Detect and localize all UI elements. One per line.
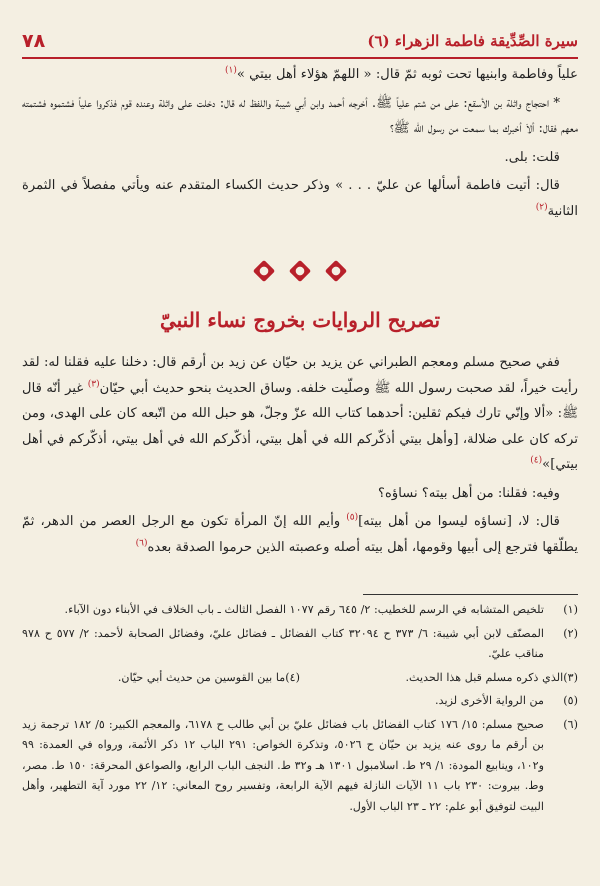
- body-text-bottom: [22, 350, 578, 563]
- ornament-icon: [325, 260, 347, 282]
- paragraph-text: قال: أتيت فاطمة أسألها عن عليّ . . . » وذكر حديث الكساء المتقدم عنه ويأتي مفصلاً في الثمرة الثانية: [22, 178, 578, 219]
- section-divider: [0, 260, 600, 286]
- footnotes: [22, 600, 578, 820]
- footnote: [22, 600, 578, 621]
- paragraph-text: غير أنّه قال ﷺ: «ألا وإنّي تارك فيكم ثقلين: أحدهما كتاب الله عزّ وجلّ، هو حبل الله من اتّبعه كان على الهدى، ومن تركه كان على ضلالة، [وأهل بيتي أذكّركم الله في أهل بيتي، أذكّركم الله في أهل بيتي، أذكّركم في أهل بيتي]»: [22, 380, 578, 472]
- footnote: [22, 668, 300, 689]
- footnote-number: (٢): [563, 626, 578, 640]
- footnote-text: تلخيص المتشابه في الرسم للخطيب: ٢/ ٦٤٥ رقم ١٠٧٧ الفصل الثالث ـ باب الخلاف في الأبناء دون الآباء.: [64, 603, 544, 616]
- paragraph: [22, 91, 578, 142]
- footnote-pair: [22, 668, 578, 689]
- footnote-number: (٥): [563, 694, 578, 707]
- footnote: [22, 691, 578, 712]
- paragraph-text: قلت: بلى.: [504, 149, 560, 165]
- ornament-icon: [253, 260, 275, 282]
- footnote-text: الذي ذكره مسلم قبل هذا الحديث.: [405, 670, 564, 684]
- footnote-number: (١): [563, 603, 578, 616]
- footnote-rule: [363, 594, 578, 595]
- running-title: سيرة الصِّدِّيقة فاطمة الزهراء (٦): [367, 32, 578, 50]
- paragraph-text: * احتجاج واثلة بن الأسقع: على من شتم علياً ﷺ. أخرجه أحمد وابن أبي شيبة واللفظ له قال: دخلت على واثلة وعنده قوم فذكروا علياً فشتموه فشتمته معهم فقال: ألاَ أخبرك بما سمعت من رسول الله ﷺ؟: [22, 95, 578, 136]
- footnote-text: ما بين القوسين من حديث أبي حيّان.: [117, 670, 286, 684]
- paragraph: [22, 62, 578, 88]
- paragraph: [22, 145, 578, 171]
- footnote: [22, 715, 578, 818]
- paragraph-text: علياً وفاطمة وابنيها تحت ثوبه ثمّ قال: « اللهمّ هؤلاء أهل بيتي »: [236, 67, 578, 82]
- footnote-number: (٦): [563, 717, 578, 731]
- footnote: [300, 668, 578, 689]
- header-rule: [22, 57, 578, 59]
- footnote-text: من الرواية الأخرى لزيد.: [435, 694, 544, 707]
- footnote-ref: (٥): [346, 512, 359, 523]
- paragraph: [22, 509, 578, 560]
- paragraph-text: وفيه: فقلنا: من أهل بيته؟ نساؤه؟: [377, 485, 560, 501]
- footnote-ref: (٤): [530, 455, 543, 466]
- footnote: [22, 624, 578, 665]
- footnote-text: المصنّف لابن أبي شيبة: ٦/ ٣٧٣ ح ٣٢٠٩٤ كتاب الفضائل ـ فضائل عليّ، وفضائل الصحابة لأحمد: ٢/ ٥٧٧ ح ٩٧٨ مناقب عليّ.: [22, 626, 544, 660]
- body-text-top: [22, 62, 578, 227]
- footnote-number: (٣): [563, 670, 578, 684]
- paragraph: [22, 481, 578, 507]
- section-heading: تصريح الروايات بخروج نساء النبيّ: [159, 308, 441, 332]
- paragraph-text: ففي صحيح مسلم ومعجم الطبراني عن يزيد بن حيّان عن زيد بن أرقم قال: دخلنا عليه فقلنا له: لقد رأيت خيراً، لقد صحبت رسول الله ﷺ وصلّيت خلفه. وساق الحديث بنحو حديث أبي حيّان: [22, 355, 578, 396]
- ornament-icon: [289, 260, 311, 282]
- paragraph-text: قال: لا، [نساؤه ليسوا من أهل بيته]: [358, 514, 560, 529]
- paragraph: [22, 350, 578, 478]
- footnote-ref: (٣): [87, 379, 100, 390]
- paragraph-text: وأيم الله إنّ المرأة تكون مع الرجل العصر من الدهر، ثمّ يطلّقها فترجع إلى أبيها وقومها، أهل بيته أصله وعصبته الذين حرموا الصدقة بعده: [22, 514, 578, 555]
- page-header: [22, 28, 578, 54]
- footnote-ref: (١): [225, 65, 237, 76]
- footnote-ref: (٢): [535, 202, 548, 213]
- paragraph: [22, 173, 578, 224]
- footnote-ref: (٦): [135, 538, 148, 549]
- footnote-number: (٤): [285, 670, 300, 684]
- page-number: ٧٨: [22, 30, 46, 52]
- footnote-text: صحيح مسلم: ١٥/ ١٧٦ كتاب الفضائل باب فضائل عليّ بن أبي طالب ح ٦١٧٨، والمعجم الكبير: ٥/ ١٨٢ ترجمة زيد بن أرقم ما روى عنه يزيد بن حيّان ح ٥٠٢٦، وتذكرة الخواص: ٢٩١ الباب ١٢ ذكر الأئمة، ورواه في العمدة: ٩٩ و١٠٢، وينابيع المودة: ١/ ٢٩ ط. اسلامبول ١٣٠١ هـ و٣٢ ط. النجف الباب الرابع، والصواعق المحرقة: ١٥٠ ط. مصر، وط. بيروت: ٢٣٠ باب ١١ الآيات النازلة فيهم الآية الرابعة، وتفسير روح المعاني: ١٢/ ٢٢ مورد آية التطهير، وأهل البيت لتوفيق أبو علم: ٢٢ ـ ٢٣ الباب الأول.: [22, 717, 545, 813]
